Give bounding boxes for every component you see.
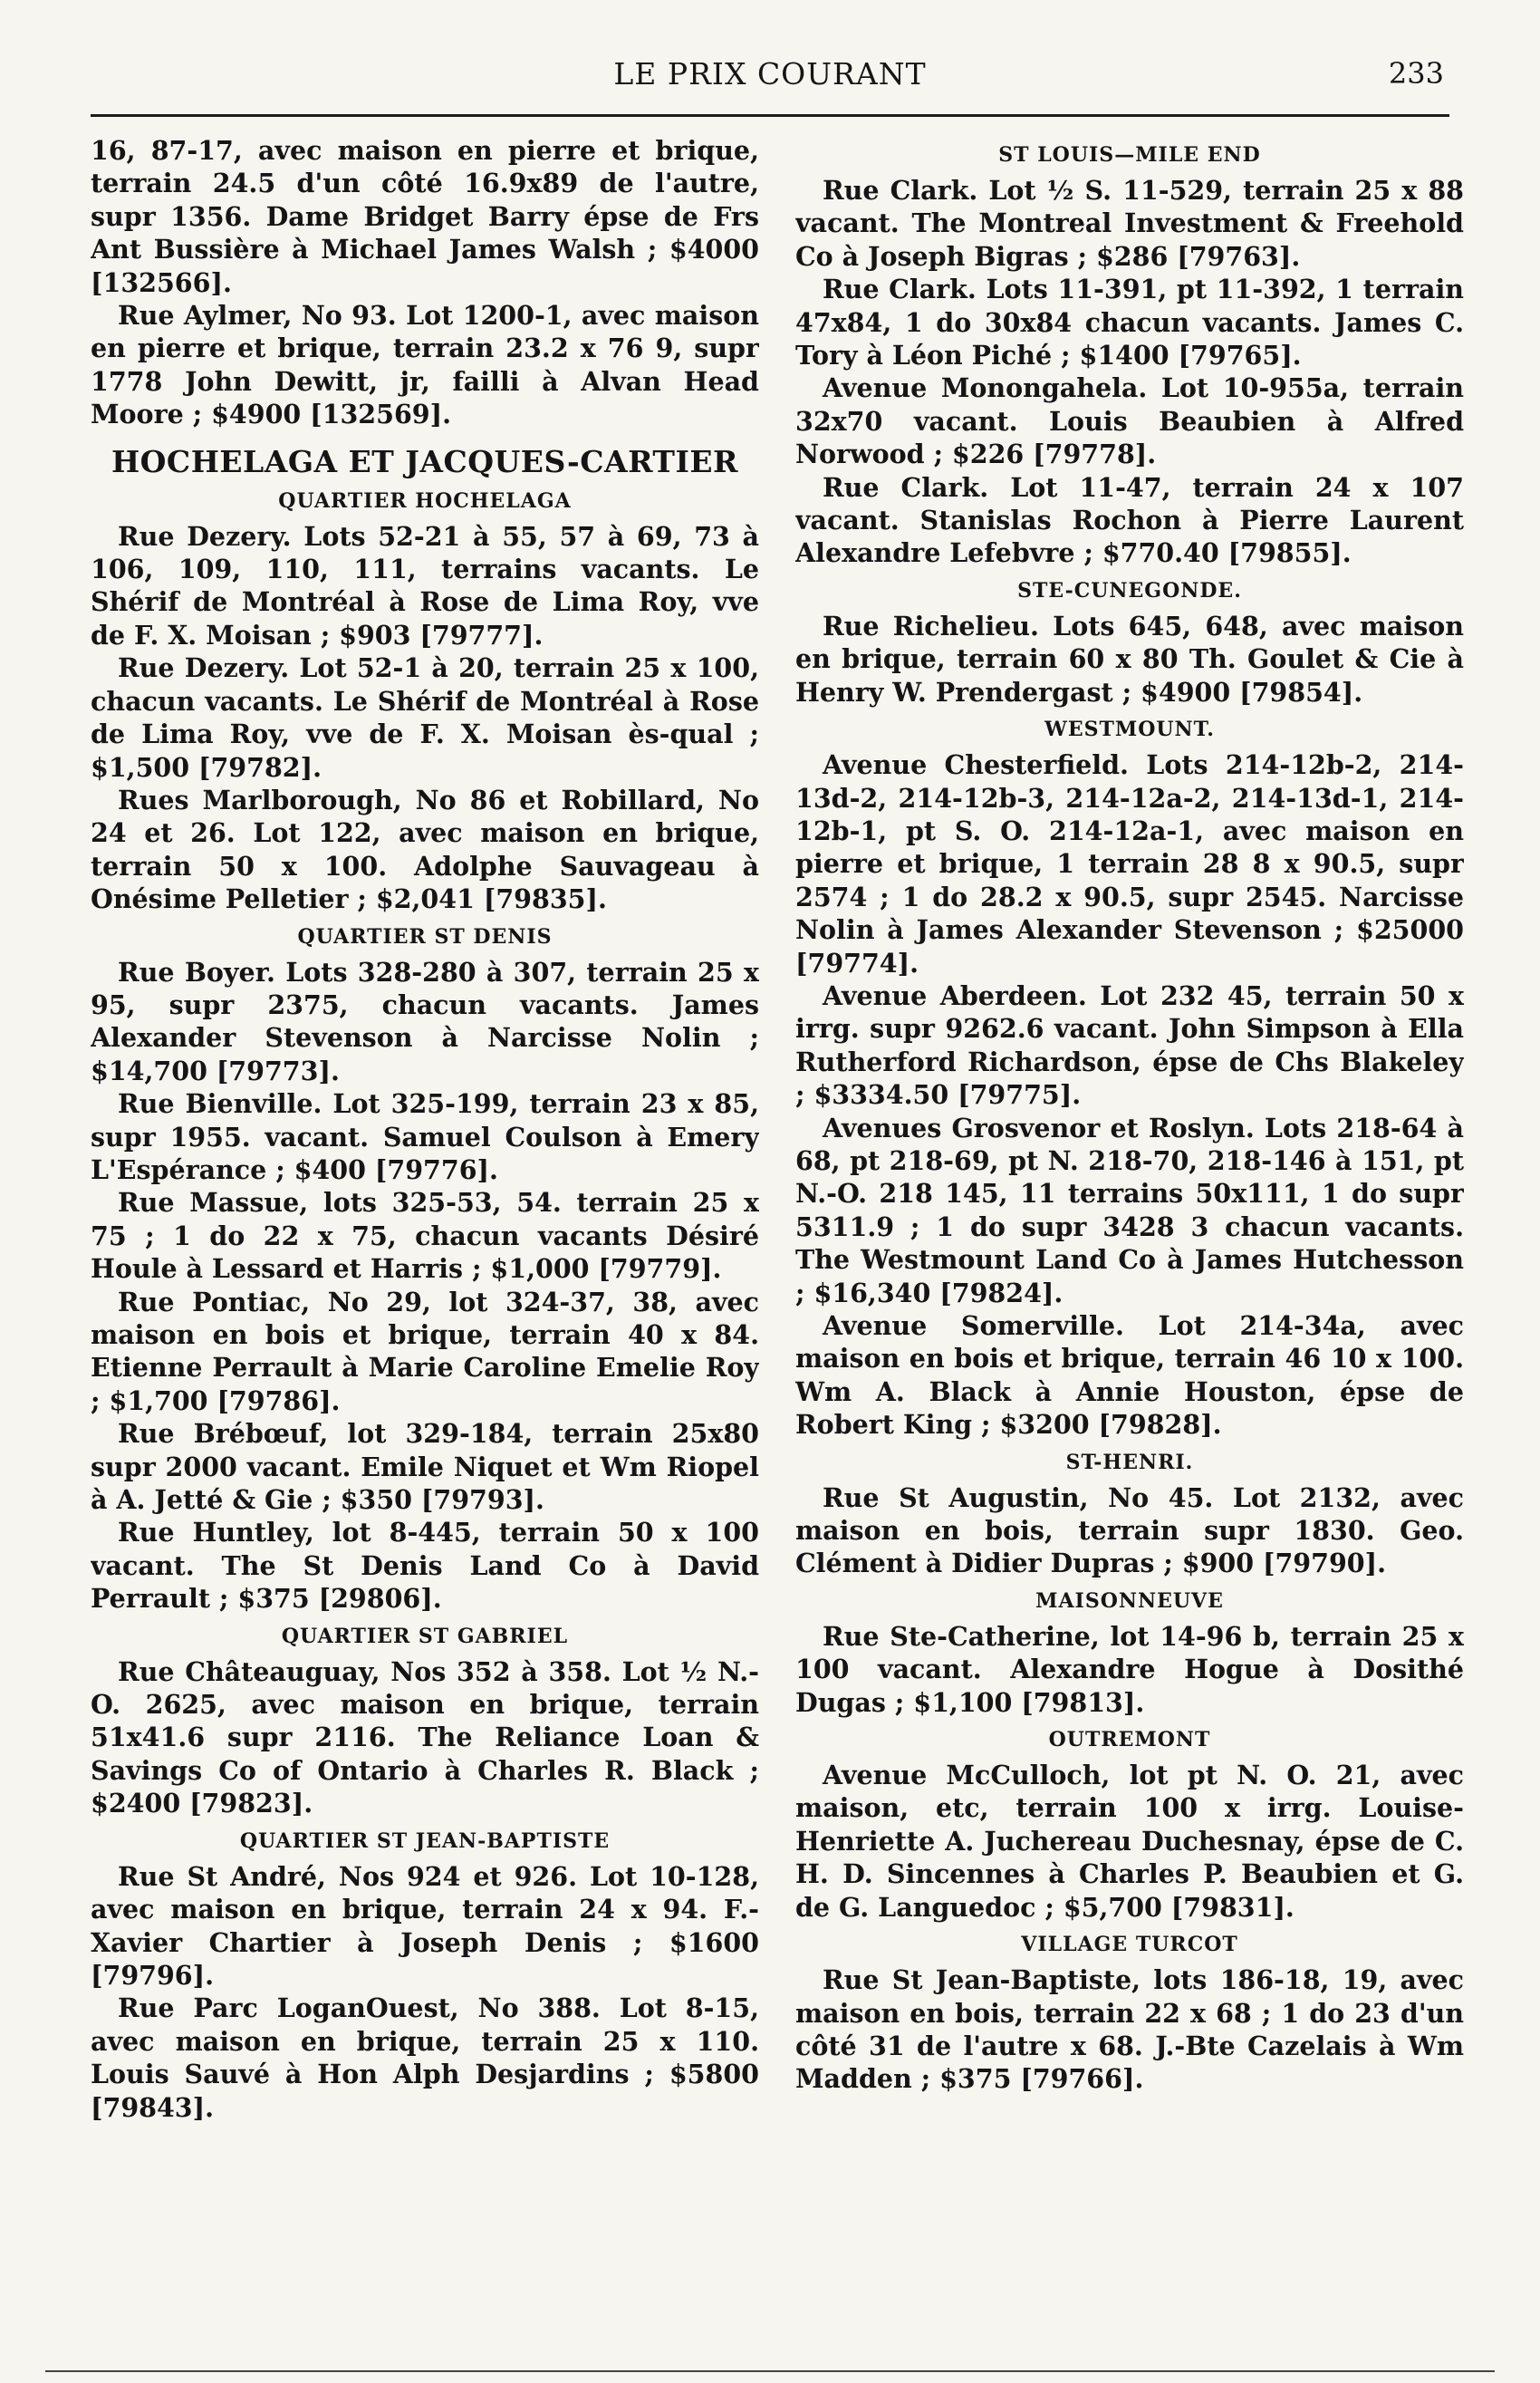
entry-paragraph: Rue St Augustin, No 45. Lot 2132, avec maison en bois, terrain supr 1830. Geo. Clément à Didier Dupras ; $900 [79790]. xyxy=(795,1481,1464,1579)
entry-paragraph: Rue Aylmer, No 93. Lot 1200-1, avec maison en pierre et brique, terrain 23.2 x 76 9, supr 1778 John Dewitt, jr, failli à Alvan Head Moore ; $4900 [132569]. xyxy=(91,300,759,430)
subsection-heading: VILLAGE TURCOT xyxy=(1021,1933,1238,1957)
header-rule xyxy=(91,114,1449,117)
subsection-heading: ST LOUIS—MILE END xyxy=(998,143,1261,167)
entry-paragraph: Rue Ste-Catherine, lot 14-96 b, terrain 25 x 100 vacant. Alexandre Hogue à Dosithé Dugas ; $1,100 [79813]. xyxy=(795,1620,1464,1718)
entry-paragraph: Avenue Aberdeen. Lot 232 45, terrain 50 x irrg. supr 9262.6 vacant. John Simpson à Ella Rutherford Richardson, épse de Chs Blakeley ; $3334.50 [79775]. xyxy=(795,979,1464,1111)
subsection-heading: OUTREMONT xyxy=(1048,1728,1211,1752)
entry-paragraph: Rue Brébœuf, lot 329-184, terrain 25x80 supr 2000 vacant. Emile Niquet et Wm Riopel à A. Jetté & Gie ; $350 [79793]. xyxy=(91,1418,759,1516)
left-column xyxy=(91,134,759,2354)
entry-paragraph: Avenue Chesterfield. Lots 214-12b-2, 214-13d-2, 214-12b-3, 214-12a-2, 214-13d-1, 214-12b-1, pt S. O. 214-12a-1, avec maison en pierre et brique, 1 terrain 28 8 x 90.5, supr 2574 ; 1 do 28.2 x 90.5, supr 2545. Narcisse Nolin à James Alexander Stevenson ; $25000 [79774]. xyxy=(795,749,1464,979)
subsection-heading: MAISONNEUVE xyxy=(1035,1588,1224,1613)
entry-paragraph: Rue Clark. Lot 11-47, terrain 24 x 107 vacant. Stanislas Rochon à Pierre Laurent Alexandre Lefebvre ; $770.40 [79855]. xyxy=(795,471,1464,569)
subsection-heading: STE-CUNEGONDE. xyxy=(1017,578,1242,603)
entry-paragraph: Rue Dezery. Lot 52-1 à 20, terrain 25 x 100, chacun vacants. Le Shérif de Montréal à Rose de Lima Roy, vve de F. X. Moisan ès-qual ; $1,500 [79782]. xyxy=(91,652,759,783)
entry-paragraph: 16, 87-17, avec maison en pierre et brique, terrain 24.5 d'un côté 16.9x89 de l'autre, supr 1356. Dame Bridget Barry épse de Frs Ant Bussière à Michael James Walsh ; $4000 [132566]. xyxy=(91,135,759,298)
entry-paragraph: Avenue McCulloch, lot pt N. O. 21, avec maison, etc, terrain 100 x irrg. Louise-Henriette A. Juchereau Duchesnay, épse de C. H. D. Sincennes à Charles P. Beaubien et G. de G. Languedoc ; $5,700 [79831]. xyxy=(795,1760,1464,1923)
footer-rule xyxy=(45,2370,1495,2372)
entry-paragraph: Rue Bienville. Lot 325-199, terrain 23 x 85, supr 1955. vacant. Samuel Coulson à Emery L'Espérance ; $400 [79776]. xyxy=(91,1088,759,1185)
entry-paragraph: Rue Clark. Lot ½ S. 11-529, terrain 25 x 88 vacant. The Montreal Investment & Freehold Co à Joseph Bigras ; $286 [79763]. xyxy=(795,175,1464,272)
entry-paragraph: Avenues Grosvenor et Roslyn. Lots 218-64 à 68, pt 218-69, pt N. 218-70, 218-146 à 151, pt N.-O. 218 145, 11 terrains 50x111, 1 do supr 5311.9 ; 1 do supr 3428 3 chacun vacants. The Westmount Land Co à James Hutchesson ; $16,340 [79824]. xyxy=(795,1112,1464,1308)
subsection-heading: WESTMOUNT. xyxy=(1044,718,1215,742)
entry-paragraph: Rue Pontiac, No 29, lot 324-37, 38, avec maison en bois et brique, terrain 40 x 84. Etienne Perrault à Marie Caroline Emelie Roy ; $1,700 [79786]. xyxy=(91,1286,759,1416)
publication-title: LE PRIX COURANT xyxy=(613,56,927,92)
entry-paragraph: Avenue Somerville. Lot 214-34a, avec maison en bois et brique, terrain 46 10 x 100. Wm A. Black à Annie Houston, épse de Robert King ; $3200 [79828]. xyxy=(795,1310,1464,1441)
subsection-heading: QUARTIER HOCHELAGA xyxy=(278,488,572,513)
entry-paragraph: Rue Dezery. Lots 52-21 à 55, 57 à 69, 73 à 106, 109, 110, 111, terrains vacants. Le Shérif de Montréal à Rose de Lima Roy, vve de F. X. Moisan ; $903 [79777]. xyxy=(91,520,759,651)
subsection-heading: QUARTIER ST JEAN-BAPTISTE xyxy=(239,1828,611,1853)
subsection-heading: QUARTIER ST GABRIEL xyxy=(281,1624,569,1648)
entry-paragraph: Avenue Monongahela. Lot 10-955a, terrain 32x70 vacant. Louis Beaubien à Alfred Norwood ; $226 [79778]. xyxy=(795,372,1464,470)
subsection-heading: QUARTIER ST DENIS xyxy=(297,924,553,949)
entry-paragraph: Rue Châteauguay, Nos 352 à 358. Lot ½ N.-O. 2625, avec maison en brique, terrain 51x41.6 supr 2116. The Reliance Loan & Savings Co of Ontario à Charles R. Black ; $2400 [79823]. xyxy=(91,1655,759,1819)
entry-paragraph: Rue Clark. Lots 11-391, pt 11-392, 1 terrain 47x84, 1 do 30x84 chacun vacants. James C. Tory à Léon Piché ; $1400 [79765]. xyxy=(795,274,1464,371)
entry-paragraph: Rue Richelieu. Lots 645, 648, avec maison en brique, terrain 60 x 80 Th. Goulet & Cie à Henry W. Prendergast ; $4900 [79854]. xyxy=(795,610,1464,708)
entry-paragraph: Rue St André, Nos 924 et 926. Lot 10-128, avec maison en brique, terrain 24 x 94. F.-Xavier Chartier à Joseph Denis ; $1600 [79796]. xyxy=(91,1860,759,1991)
entry-paragraph: Rue St Jean-Baptiste, lots 186-18, 19, avec maison en bois, terrain 22 x 68 ; 1 do 23 d'un côté 31 de l'autre x 68. J.-Bte Cazelais à Wm Madden ; $375 [79766]. xyxy=(795,1964,1464,2095)
entry-paragraph: Rue Massue, lots 325-53, 54. terrain 25 x 75 ; 1 do 22 x 75, chacun vacants Désiré Houle à Lessard et Harris ; $1,000 [79779]. xyxy=(91,1187,759,1285)
page-number: 233 xyxy=(1388,56,1444,91)
entry-paragraph: Rue Boyer. Lots 328-280 à 307, terrain 25 x 95, supr 2375, chacun vacants. James Alexander Stevenson à Narcisse Nolin ; $14,700 [79773]. xyxy=(91,956,759,1086)
right-column xyxy=(795,134,1464,2354)
section-heading: HOCHELAGA ET JACQUES-CARTIER xyxy=(111,443,738,479)
page-header xyxy=(91,56,1449,103)
entry-paragraph: Rue Parc LoganOuest, No 388. Lot 8-15, avec maison en brique, terrain 25 x 110. Louis Sauvé à Hon Alph Desjardins ; $5800 [79843]. xyxy=(91,1992,759,2123)
entry-paragraph: Rues Marlborough, No 86 et Robillard, No 24 et 26. Lot 122, avec maison en brique, terrain 50 x 100. Adolphe Sauvageau à Onésime Pelletier ; $2,041 [79835]. xyxy=(91,784,759,915)
subsection-heading: ST-HENRI. xyxy=(1065,1450,1194,1474)
entry-paragraph: Rue Huntley, lot 8-445, terrain 50 x 100 vacant. The St Denis Land Co à David Perrault ; $375 [29806]. xyxy=(91,1517,759,1615)
